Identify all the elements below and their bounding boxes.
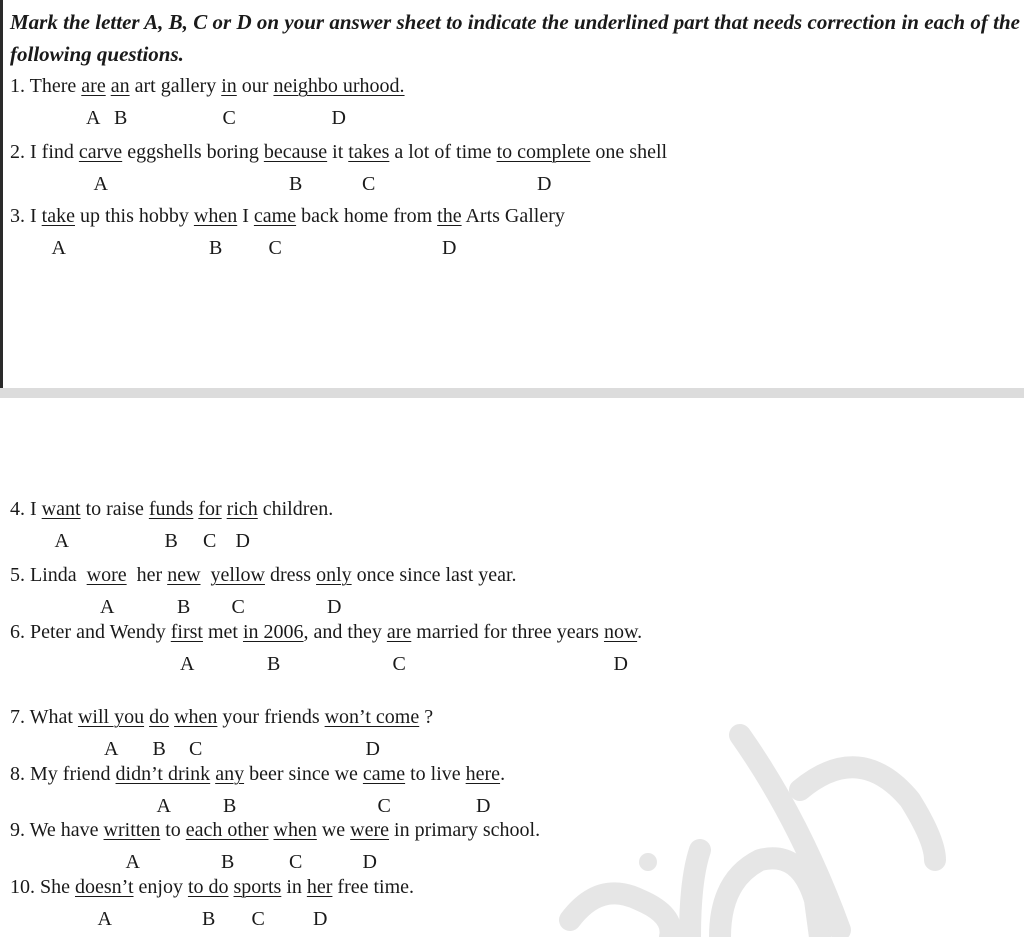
sentence-text: . <box>637 621 643 643</box>
option-label-d: D <box>442 237 457 259</box>
sentence-text: in primary school. <box>389 819 541 841</box>
option-label-b: B <box>114 107 128 129</box>
underlined-part: are <box>386 621 412 643</box>
option-label-d: D <box>235 530 250 552</box>
underlined-part: in 2006 <box>242 621 304 643</box>
underlined-part: wore <box>86 564 127 586</box>
sentence-text: up this hobby <box>74 205 194 227</box>
underlined-part: because <box>263 141 328 163</box>
question-5 <box>10 563 517 587</box>
option-label-d: D <box>476 795 491 817</box>
option-label-d: D <box>537 173 552 195</box>
question-3 <box>10 204 565 228</box>
option-label-a: A <box>100 596 115 618</box>
underlined-part: came <box>253 205 297 227</box>
underlined-part: to complete <box>496 141 591 163</box>
sentence-text: Arts Gallery <box>461 205 565 227</box>
question-2 <box>10 140 667 164</box>
underlined-part: any <box>215 763 245 785</box>
sentence-text: 8. My friend <box>10 763 116 785</box>
sentence-text: one shell <box>590 141 668 163</box>
sentence-text: to live <box>405 763 466 785</box>
underlined-part: each other <box>185 819 269 841</box>
option-label-a: A <box>180 653 195 675</box>
option-label-a: A <box>104 738 119 760</box>
option-label-c: C <box>392 653 406 675</box>
question-7 <box>10 705 433 729</box>
sentence-text: enjoy <box>133 876 188 898</box>
option-label-c: C <box>203 530 217 552</box>
sentence-text: 9. We have <box>10 819 104 841</box>
underlined-part: were <box>350 819 390 841</box>
option-label-b: B <box>209 237 223 259</box>
sentence-text <box>201 564 211 586</box>
sentence-text: our <box>236 75 274 97</box>
underlined-part: didn’t drink <box>115 763 211 785</box>
question-10 <box>10 875 414 899</box>
underlined-part: funds <box>148 498 194 520</box>
underlined-part: for <box>198 498 222 520</box>
sentence-text: free time. <box>332 876 415 898</box>
sentence-text: her <box>126 564 168 586</box>
sentence-text: 1. There <box>10 75 82 97</box>
sentence-text: to raise <box>80 498 149 520</box>
option-label-a: A <box>54 530 69 552</box>
option-label-b: B <box>202 908 216 930</box>
option-label-b: B <box>177 596 191 618</box>
option-label-b: B <box>164 530 178 552</box>
instruction-text: Mark the letter A, B, C or D on your answer sheet to indicate the underlined part that needs correction in each of the following questions. <box>10 10 1020 66</box>
option-label-a: A <box>51 237 66 259</box>
underlined-part: an <box>110 75 130 97</box>
sentence-text: to <box>160 819 186 841</box>
underlined-part: won’t come <box>324 706 420 728</box>
page-divider <box>0 388 1024 398</box>
sentence-text: once since last year. <box>351 564 517 586</box>
option-label-d: D <box>313 908 328 930</box>
underlined-part: when <box>273 819 317 841</box>
sentence-text: 6. Peter and Wendy <box>10 621 171 643</box>
underlined-part: take <box>41 205 75 227</box>
sentence-text: 7. What <box>10 706 78 728</box>
underlined-part: came <box>362 763 406 785</box>
option-label-b: B <box>152 738 166 760</box>
option-label-d: D <box>331 107 346 129</box>
sentence-text: eggshells boring <box>122 141 264 163</box>
underlined-part: carve <box>78 141 123 163</box>
sentence-text: a lot of time <box>389 141 497 163</box>
option-label-d: D <box>365 738 380 760</box>
sentence-text: ? <box>419 706 434 728</box>
underlined-part: to do <box>187 876 229 898</box>
option-label-d: D <box>327 596 342 618</box>
option-label-c: C <box>251 908 265 930</box>
question-8 <box>10 762 505 786</box>
sentence-text: dress <box>264 564 317 586</box>
underlined-part: the <box>437 205 462 227</box>
option-label-b: B <box>221 851 235 873</box>
option-label-a: A <box>97 908 112 930</box>
question-1 <box>10 74 405 98</box>
sentence-text: married for three years <box>411 621 604 643</box>
underlined-part: are <box>81 75 106 97</box>
underlined-part: now <box>603 621 638 643</box>
option-label-c: C <box>377 795 391 817</box>
underlined-part: new <box>167 564 201 586</box>
sentence-text: 2. I find <box>10 141 79 163</box>
sentence-text: we <box>316 819 351 841</box>
underlined-part: rich <box>226 498 258 520</box>
underlined-part: do <box>149 706 170 728</box>
sentence-text: 10. She <box>10 876 75 898</box>
option-label-b: B <box>223 795 237 817</box>
sentence-text: 5. Linda <box>10 564 87 586</box>
question-6 <box>10 620 642 644</box>
underlined-part: want <box>41 498 81 520</box>
question-9 <box>10 818 540 842</box>
underlined-part: neighbo urhood. <box>273 75 405 97</box>
option-label-c: C <box>231 596 245 618</box>
option-label-a: A <box>93 173 108 195</box>
option-label-c: C <box>268 237 282 259</box>
sentence-text: 4. I <box>10 498 42 520</box>
option-label-a: A <box>86 107 101 129</box>
option-label-c: C <box>222 107 236 129</box>
sentence-text: . <box>500 763 506 785</box>
underlined-part: written <box>103 819 161 841</box>
underlined-part: doesn’t <box>75 876 134 898</box>
underlined-part: her <box>306 876 333 898</box>
sentence-text: 3. I <box>10 205 42 227</box>
option-label-d: D <box>613 653 628 675</box>
page-left-edge <box>0 0 3 390</box>
underlined-part: sports <box>233 876 282 898</box>
sentence-text: met <box>202 621 243 643</box>
sentence-text: beer since we <box>244 763 363 785</box>
option-label-a: A <box>125 851 140 873</box>
option-label-c: C <box>289 851 303 873</box>
option-label-b: B <box>267 653 281 675</box>
underlined-part: when <box>174 706 218 728</box>
underlined-part: yellow <box>210 564 265 586</box>
option-label-c: C <box>189 738 203 760</box>
underlined-part: in <box>221 75 237 97</box>
option-label-b: B <box>289 173 303 195</box>
sentence-text: your friends <box>217 706 325 728</box>
sentence-text: in <box>281 876 307 898</box>
sentence-text: it <box>327 141 349 163</box>
underlined-part: will you <box>77 706 145 728</box>
sentence-text: I <box>237 205 254 227</box>
option-label-c: C <box>362 173 376 195</box>
underlined-part: first <box>170 621 203 643</box>
option-label-d: D <box>362 851 377 873</box>
question-4 <box>10 497 333 521</box>
sentence-text: back home from <box>296 205 438 227</box>
underlined-part: here <box>465 763 501 785</box>
sentence-text: children. <box>257 498 334 520</box>
underlined-part: takes <box>348 141 390 163</box>
underlined-part: only <box>316 564 352 586</box>
option-label-a: A <box>156 795 171 817</box>
underlined-part: when <box>193 205 238 227</box>
sentence-text: art gallery <box>129 75 222 97</box>
sentence-text: , and they <box>303 621 387 643</box>
